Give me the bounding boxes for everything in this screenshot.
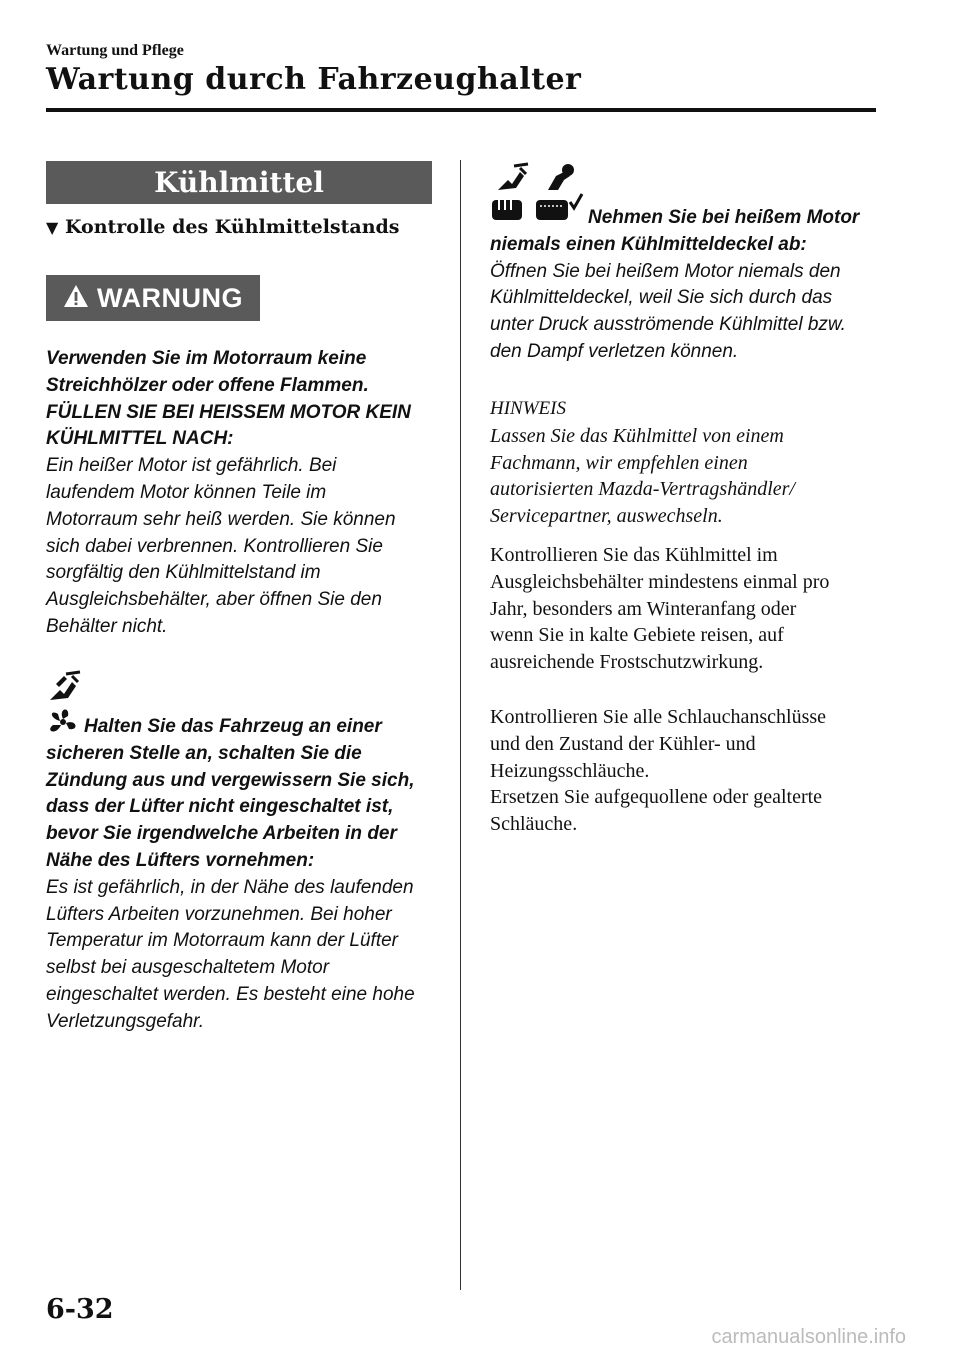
body-line: Ersetzen Sie aufgequollene oder gealterte (490, 786, 823, 809)
body-paragraph-2 (490, 704, 826, 838)
warning-line: Lüfters Arbeiten vorzunehmen. Bei hoher (46, 903, 392, 925)
warning-line: sich dabei verbrennen. Kontrollieren Sie (46, 535, 383, 557)
subheading (46, 216, 400, 238)
warning-line: Verletzungsgefahr. (46, 1010, 205, 1032)
warning-line: Streichhölzer oder offene Flammen. (46, 374, 369, 396)
body-line: Ausgleichsbehälter mindestens einmal pro (490, 570, 830, 593)
body-line: Heizungsschläuche. (490, 759, 650, 782)
warning-label: WARNUNG (97, 282, 243, 313)
warning-line: Nehmen Sie bei heißem Motor (588, 207, 860, 228)
warning-line: Zündung aus und vergewissern Sie sich, (46, 769, 415, 791)
warning-line: Öffnen Sie bei heißem Motor niemals den (490, 260, 841, 282)
warning-line: Halten Sie das Fahrzeug an einer (84, 716, 382, 737)
hinweis-line: Lassen Sie das Kühlmittel von einem (490, 424, 784, 447)
warning-line: eingeschaltet werden. Es besteht eine hohe (46, 983, 415, 1005)
warning-line: Es ist gefährlich, in der Nähe des laufenden (46, 876, 414, 898)
warning-line: FÜLLEN SIE BEI HEISSEM MOTOR KEIN (46, 401, 411, 423)
page-number: 6-32 (46, 1294, 114, 1325)
warning-line: unter Druck ausströmende Kühlmittel bzw. (490, 314, 846, 336)
body-line: Schläuche. (490, 813, 578, 836)
warning-line: KÜHLMITTEL NACH: (46, 428, 234, 450)
warning-line: niemals einen Kühlmitteldeckel ab: (490, 233, 807, 255)
warning-line: Ein heißer Motor ist gefährlich. Bei (46, 455, 337, 477)
no-hand-icon (46, 670, 82, 709)
hinweis-line: Fachmann, wir empfehlen einen (490, 451, 748, 474)
page-title: Wartung durch Fahrzeughalter (46, 62, 582, 97)
warning-line: den Dampf verletzen können. (490, 340, 739, 362)
title-rule (46, 108, 876, 112)
hinweis-block (490, 396, 795, 530)
body-line: Jahr, besonders am Winteranfang oder (490, 597, 797, 620)
warning-line: Ausgleichsbehälter, aber öffnen Sie den (46, 589, 382, 611)
warning-line: laufendem Motor können Teile im (46, 481, 327, 503)
warning-line: Verwenden Sie im Motorraum keine (46, 348, 367, 369)
warning-line: Kühlmitteldeckel, weil Sie sich durch das (490, 287, 833, 309)
body-paragraph-1 (490, 542, 829, 676)
hinweis-label: HINWEIS (490, 398, 566, 419)
warning-line: sicheren Stelle an, schalten Sie die (46, 742, 362, 764)
warning-line: sorgfältig den Kühlmittelstand im (46, 562, 321, 584)
warning-line: bevor Sie irgendwelche Arbeiten in der (46, 823, 397, 845)
warning-triangle-icon (63, 284, 89, 313)
body-line: Kontrollieren Sie das Kühlmittel im (490, 544, 778, 566)
hinweis-line: autorisierten Mazda-Vertragshändler/ (490, 478, 795, 501)
warning-line: Temperatur im Motorraum kann der Lüfter (46, 930, 399, 952)
watermark: carmanualsonline.info (711, 1326, 906, 1348)
body-line: ausreichende Frostschutzwirkung. (490, 651, 764, 674)
warning-line: dass der Lüfter nicht eingeschaltet ist, (46, 796, 394, 818)
hinweis-line: Servicepartner, auswechseln. (490, 505, 723, 528)
body-line: Kontrollieren Sie alle Schlauchanschlüsse (490, 706, 827, 728)
warning-text-block-2 (46, 714, 451, 1036)
warning-badge (46, 275, 260, 321)
warning-line: Motorraum sehr heiß werden. Sie können (46, 508, 396, 530)
body-line: und den Zustand der Kühler- und (490, 732, 756, 755)
breadcrumb: Wartung und Pflege (46, 42, 184, 59)
subheading-text: Kontrolle des Kühlmittelstands (64, 216, 400, 238)
triangle-down-icon: ▼ (46, 218, 59, 237)
body-line: wenn Sie in kalte Gebiete reisen, auf (490, 624, 784, 647)
warning-line: Nähe des Lüfters vornehmen: (46, 849, 315, 871)
warning-text-block-1 (46, 346, 446, 641)
no-hand-icon (496, 162, 530, 199)
column-divider (460, 160, 461, 1290)
section-header: Kühlmittel (46, 161, 432, 204)
warning-line: Behälter nicht. (46, 615, 168, 637)
warning-text-block-3 (490, 205, 890, 366)
warning-line: selbst bei ausgeschaltetem Motor (46, 957, 330, 979)
